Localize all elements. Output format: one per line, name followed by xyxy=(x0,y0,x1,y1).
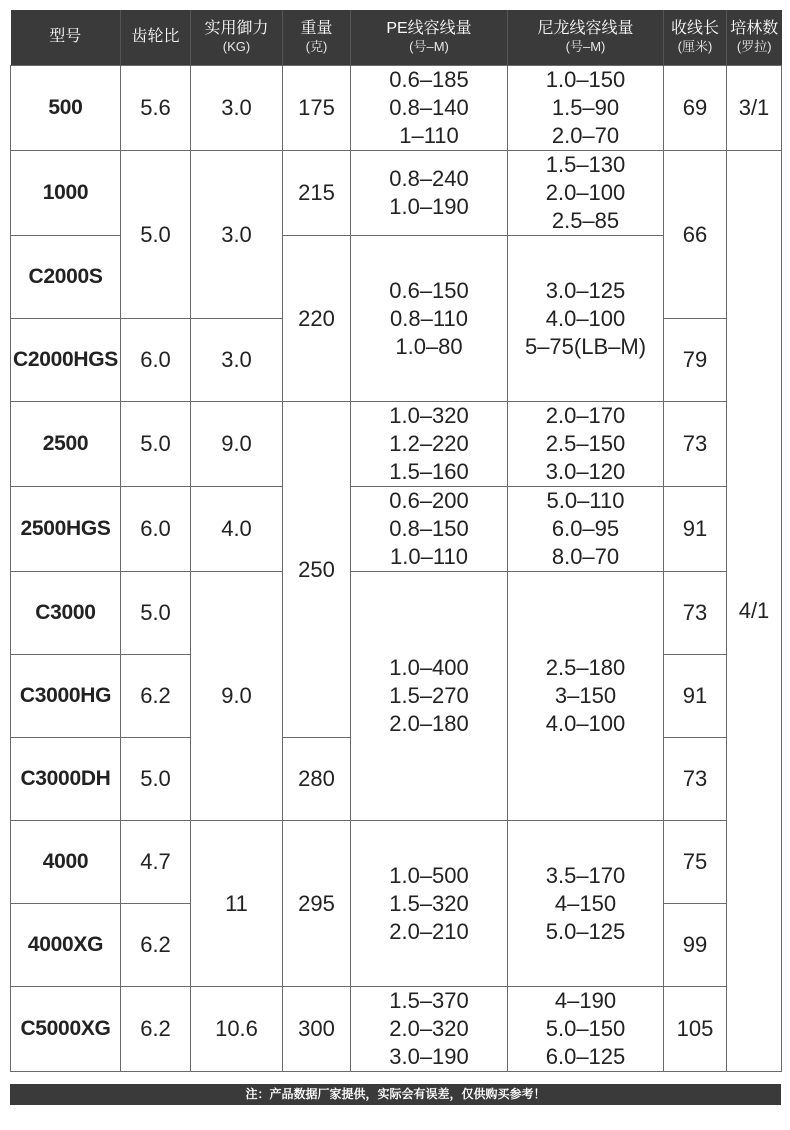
gear-ratio-cell: 5.0 xyxy=(121,738,191,821)
model-cell: 1000 xyxy=(11,151,121,236)
nylon-capacity-cell: 4–190 5.0–150 6.0–125 xyxy=(508,987,664,1072)
drag-cell: 9.0 xyxy=(191,402,283,487)
gear-ratio-cell: 6.2 xyxy=(121,904,191,987)
model-cell: 2500HGS xyxy=(11,487,121,572)
retrieve-cell: 69 xyxy=(664,66,727,151)
nylon-capacity-cell: 2.5–180 3–150 4.0–100 xyxy=(508,572,664,821)
nylon-capacity-cell: 2.0–170 2.5–150 3.0–120 xyxy=(508,402,664,487)
retrieve-cell: 105 xyxy=(664,987,727,1072)
table-row xyxy=(11,821,782,904)
header-retrieve: 收线长 (厘米) xyxy=(664,10,727,66)
gear-ratio-cell: 5.0 xyxy=(121,572,191,655)
header-bearings: 培林数 (罗拉) xyxy=(727,10,782,66)
retrieve-cell: 91 xyxy=(664,655,727,738)
weight-cell: 220 xyxy=(283,236,351,402)
nylon-capacity-cell: 3.5–170 4–150 5.0–125 xyxy=(508,821,664,987)
pe-capacity-cell: 0.6–200 0.8–150 1.0–110 xyxy=(351,487,508,572)
pe-capacity-cell: 1.0–500 1.5–320 2.0–210 xyxy=(351,821,508,987)
header-nylon-capacity: 尼龙线容线量 (号–M) xyxy=(508,10,664,66)
pe-capacity-cell: 0.6–185 0.8–140 1–110 xyxy=(351,66,508,151)
nylon-capacity-cell: 3.0–125 4.0–100 5–75(LB–M) xyxy=(508,236,664,402)
table-row xyxy=(11,487,782,572)
table-row xyxy=(11,572,782,655)
drag-cell: 3.0 xyxy=(191,66,283,151)
model-cell: 4000XG xyxy=(11,904,121,987)
bearings-cell: 3/1 xyxy=(727,66,782,151)
drag-cell: 3.0 xyxy=(191,151,283,319)
retrieve-cell: 75 xyxy=(664,821,727,904)
gear-ratio-cell: 6.2 xyxy=(121,655,191,738)
header-weight: 重量 (克) xyxy=(283,10,351,66)
model-cell: C2000S xyxy=(11,236,121,319)
weight-cell: 295 xyxy=(283,821,351,987)
drag-cell: 3.0 xyxy=(191,319,283,402)
retrieve-cell: 91 xyxy=(664,487,727,572)
header-model: 型号 xyxy=(11,10,121,66)
model-cell: C3000HG xyxy=(11,655,121,738)
weight-cell: 215 xyxy=(283,151,351,236)
retrieve-cell: 73 xyxy=(664,738,727,821)
gear-ratio-cell: 5.6 xyxy=(121,66,191,151)
nylon-capacity-cell: 1.5–130 2.0–100 2.5–85 xyxy=(508,151,664,236)
table-row xyxy=(11,402,782,487)
retrieve-cell: 66 xyxy=(664,151,727,319)
gear-ratio-cell: 4.7 xyxy=(121,821,191,904)
gear-ratio-cell: 5.0 xyxy=(121,151,191,319)
nylon-capacity-cell: 1.0–150 1.5–90 2.0–70 xyxy=(508,66,664,151)
header-drag: 实用御力 (KG) xyxy=(191,10,283,66)
gear-ratio-cell: 6.0 xyxy=(121,487,191,572)
gear-ratio-cell: 5.0 xyxy=(121,402,191,487)
spec-table xyxy=(10,10,782,1072)
model-cell: C3000 xyxy=(11,572,121,655)
weight-cell: 280 xyxy=(283,738,351,821)
drag-cell: 11 xyxy=(191,821,283,987)
model-cell: 500 xyxy=(11,66,121,151)
bearings-cell: 4/1 xyxy=(727,151,782,1072)
drag-cell: 9.0 xyxy=(191,572,283,821)
model-cell: 4000 xyxy=(11,821,121,904)
model-cell: C2000HGS xyxy=(11,319,121,402)
retrieve-cell: 79 xyxy=(664,319,727,402)
pe-capacity-cell: 0.8–240 1.0–190 xyxy=(351,151,508,236)
header-pe-capacity: PE线容线量 (号–M) xyxy=(351,10,508,66)
gear-ratio-cell: 6.0 xyxy=(121,319,191,402)
drag-cell: 10.6 xyxy=(191,987,283,1072)
header-row xyxy=(11,10,782,66)
model-cell: 2500 xyxy=(11,402,121,487)
weight-cell: 175 xyxy=(283,66,351,151)
table-row xyxy=(11,151,782,236)
pe-capacity-cell: 1.0–400 1.5–270 2.0–180 xyxy=(351,572,508,821)
nylon-capacity-cell: 5.0–110 6.0–95 8.0–70 xyxy=(508,487,664,572)
gear-ratio-cell: 6.2 xyxy=(121,987,191,1072)
retrieve-cell: 73 xyxy=(664,572,727,655)
model-cell: C3000DH xyxy=(11,738,121,821)
retrieve-cell: 99 xyxy=(664,904,727,987)
table-row xyxy=(11,987,782,1072)
retrieve-cell: 73 xyxy=(664,402,727,487)
pe-capacity-cell: 0.6–150 0.8–110 1.0–80 xyxy=(351,236,508,402)
drag-cell: 4.0 xyxy=(191,487,283,572)
model-cell: C5000XG xyxy=(11,987,121,1072)
weight-cell: 300 xyxy=(283,987,351,1072)
weight-cell: 250 xyxy=(283,402,351,738)
pe-capacity-cell: 1.5–370 2.0–320 3.0–190 xyxy=(351,987,508,1072)
table-row xyxy=(11,66,782,151)
header-gear-ratio: 齿轮比 xyxy=(121,10,191,66)
footer-note: 注：产品数据厂家提供，实际会有误差，仅供购买参考！ xyxy=(10,1084,781,1105)
pe-capacity-cell: 1.0–320 1.2–220 1.5–160 xyxy=(351,402,508,487)
